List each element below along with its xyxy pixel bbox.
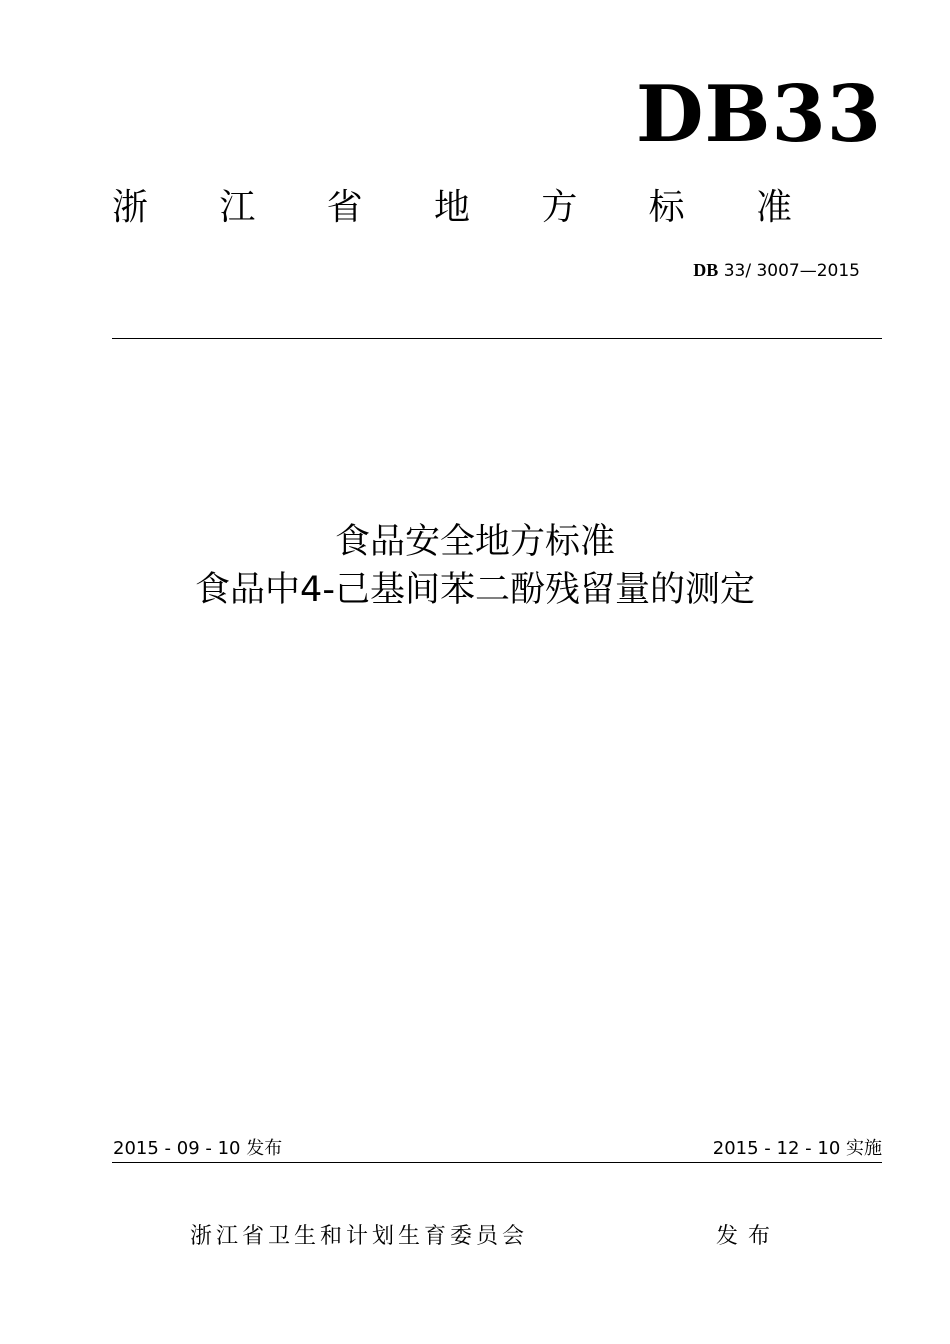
standard-type-char: 地	[433, 187, 470, 228]
header-divider	[112, 338, 882, 339]
standard-type-char: 省	[326, 187, 363, 228]
issuing-authority: 浙江省卫生和计划生育委员会	[190, 1224, 529, 1249]
title-line-1: 食品安全地方标准	[334, 522, 615, 562]
standard-type-heading	[112, 185, 792, 231]
issue-date: 2015 - 09 - 10 发布	[113, 1138, 283, 1159]
standard-type-char: 标	[648, 187, 685, 228]
effective-date: 2015 - 12 - 10 实施	[712, 1138, 882, 1159]
standard-type-char: 浙	[112, 187, 149, 228]
standard-code-logo: DB33	[635, 69, 882, 160]
standard-type-char: 准	[755, 187, 792, 228]
footer-divider	[112, 1162, 882, 1163]
standard-type-char: 方	[541, 187, 578, 228]
document-title	[0, 518, 950, 614]
standard-type-char: 江	[219, 187, 256, 228]
standard-number-value: 33/ 3007—2015	[718, 261, 860, 281]
title-line-2: 食品中4-己基间苯二酚残留量的测定	[195, 570, 755, 610]
standard-number-prefix: DB	[693, 260, 719, 280]
standard-number	[693, 258, 860, 283]
issue-label: 发布	[716, 1224, 781, 1249]
